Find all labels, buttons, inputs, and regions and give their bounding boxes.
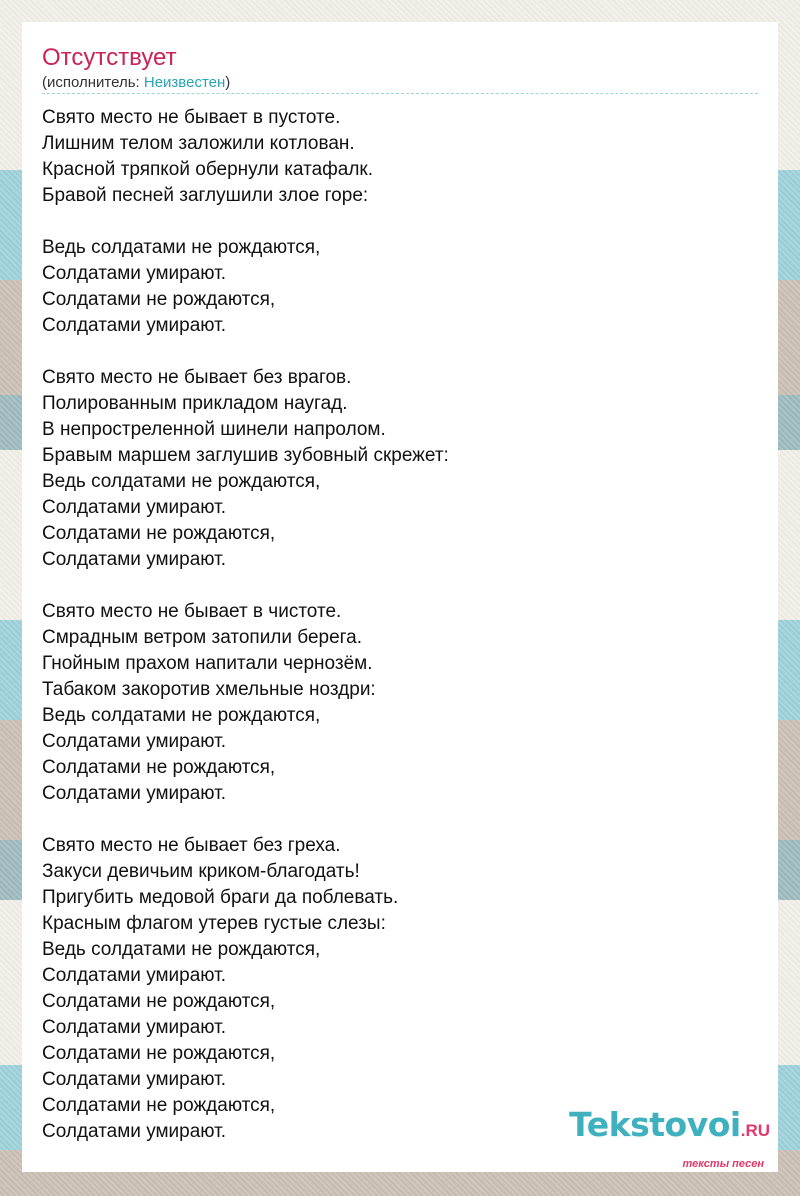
lyric-line: Закуси девичьим криком-благодать! bbox=[42, 861, 360, 882]
artist-prefix: (исполнитель: bbox=[42, 74, 144, 91]
lyric-line: Свято место не бывает в чистоте. bbox=[42, 601, 342, 622]
lyric-line: Солдатами не рождаются, bbox=[42, 1043, 276, 1064]
lyric-line: Свято место не бывает без врагов. bbox=[42, 367, 352, 388]
logo-tagline: тексты песен bbox=[682, 1158, 764, 1170]
lyric-line: Бравым маршем заглушив зубовный скрежет: bbox=[42, 445, 449, 466]
lyric-line: Солдатами умирают. bbox=[42, 965, 227, 986]
lyric-line: Ведь солдатами не рождаются, bbox=[42, 705, 321, 726]
lyrics-stanza bbox=[42, 833, 449, 1145]
lyric-line: Бравой песней заглушили злое горе: bbox=[42, 185, 369, 206]
site-logo[interactable] bbox=[569, 1105, 770, 1144]
artist-link[interactable]: Неизвестен bbox=[143, 74, 226, 91]
lyric-line: Солдатами умирают. bbox=[42, 1069, 227, 1090]
lyric-line: Красным флагом утерев густые слезы: bbox=[42, 913, 386, 934]
lyrics-stanza bbox=[42, 105, 449, 209]
artist-line bbox=[42, 74, 230, 92]
lyric-line: Солдатами умирают. bbox=[42, 263, 227, 284]
lyric-line: Солдатами умирают. bbox=[42, 1121, 227, 1142]
logo-tld: .RU bbox=[740, 1121, 770, 1140]
lyric-line: Ведь солдатами не рождаются, bbox=[42, 939, 321, 960]
lyric-line: Солдатами не рождаются, bbox=[42, 1095, 276, 1116]
lyrics-card bbox=[22, 22, 778, 1172]
artist-suffix: ) bbox=[225, 74, 231, 91]
lyric-line: Солдатами не рождаются, bbox=[42, 757, 276, 778]
lyric-line: Гнойным прахом напитали чернозём. bbox=[42, 653, 373, 674]
lyric-line: Солдатами умирают. bbox=[42, 549, 227, 570]
lyric-line: Солдатами не рождаются, bbox=[42, 289, 276, 310]
lyric-line: Солдатами не рождаются, bbox=[42, 523, 276, 544]
song-title: Отсутствует bbox=[42, 44, 177, 71]
lyric-line: Пригубить медовой браги да поблевать. bbox=[42, 887, 399, 908]
lyrics-stanza bbox=[42, 235, 449, 339]
lyric-line: Солдатами умирают. bbox=[42, 1017, 227, 1038]
lyric-line: Табаком закоротив хмельные ноздри: bbox=[42, 679, 376, 700]
lyric-line: Полированным прикладом наугад. bbox=[42, 393, 348, 414]
lyrics-stanza bbox=[42, 599, 449, 807]
lyric-line: Ведь солдатами не рождаются, bbox=[42, 471, 321, 492]
lyrics-text bbox=[42, 105, 449, 1145]
lyric-line: Солдатами умирают. bbox=[42, 315, 227, 336]
lyric-line: Лишним телом заложили котлован. bbox=[42, 133, 355, 154]
lyric-line: Смрадным ветром затопили берега. bbox=[42, 627, 363, 648]
lyric-line: Ведь солдатами не рождаются, bbox=[42, 237, 321, 258]
lyric-line: Красной тряпкой обернули катафалк. bbox=[42, 159, 374, 180]
lyric-line: Солдатами умирают. bbox=[42, 783, 227, 804]
title-divider bbox=[42, 93, 758, 94]
logo-name: Tekstovoi bbox=[569, 1105, 741, 1144]
lyric-line: Солдатами умирают. bbox=[42, 731, 227, 752]
lyric-line: Солдатами не рождаются, bbox=[42, 991, 276, 1012]
lyric-line: Солдатами умирают. bbox=[42, 497, 227, 518]
lyrics-stanza bbox=[42, 365, 449, 573]
lyric-line: Свято место не бывает без греха. bbox=[42, 835, 341, 856]
lyric-line: В непростреленной шинели напролом. bbox=[42, 419, 386, 440]
lyric-line: Свято место не бывает в пустоте. bbox=[42, 107, 341, 128]
